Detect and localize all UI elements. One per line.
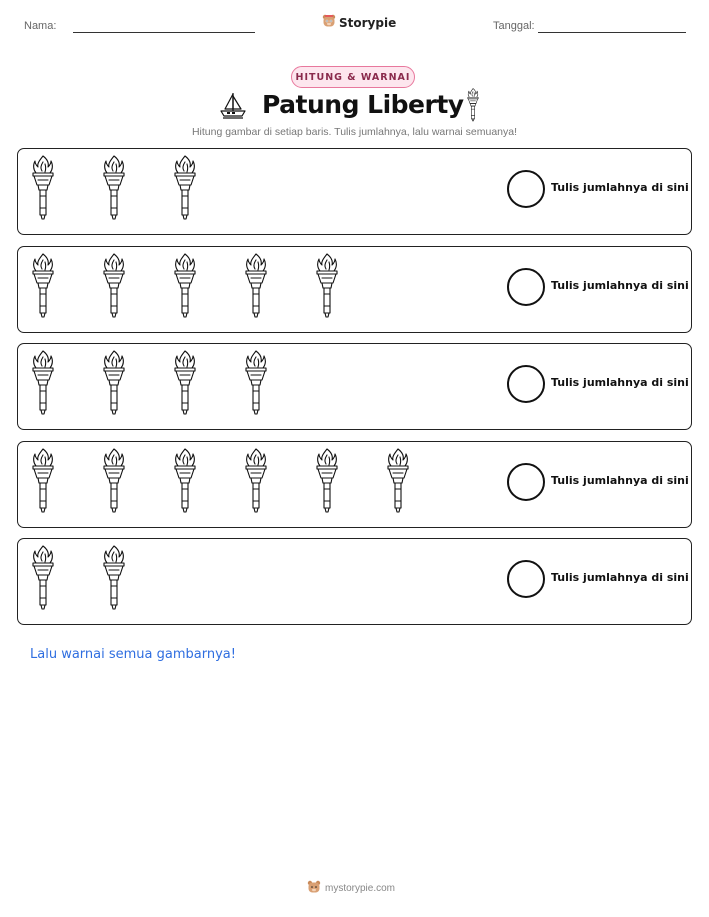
count-row: [17, 538, 692, 625]
answer-circle[interactable]: [507, 463, 545, 501]
answer-label: Tulis jumlahnya di sini: [551, 376, 689, 389]
instructions: Hitung gambar di setiap baris. Tulis jumlahnya, lalu warnai semuanya!: [191, 126, 518, 138]
torch-icon: [172, 350, 198, 416]
category-badge: HITUNG & WARNAI: [291, 66, 415, 88]
storypie-bear-logo-icon: [322, 13, 336, 32]
torch-icon: [466, 88, 480, 126]
count-row: [17, 441, 692, 528]
sailboat-icon: [219, 91, 247, 123]
brand-name: Storypie: [339, 15, 397, 30]
torch-icon: [172, 253, 198, 319]
torch-icon: [172, 155, 198, 221]
torch-icon: [243, 350, 269, 416]
storypie-bear-logo-icon: [307, 880, 321, 897]
torch-icon: [30, 350, 56, 416]
date-line[interactable]: [538, 32, 686, 33]
count-row: [17, 343, 692, 430]
torch-icon: [30, 155, 56, 221]
answer-label: Tulis jumlahnya di sini: [551, 571, 689, 584]
torch-icon: [314, 448, 340, 514]
count-row: [17, 246, 692, 333]
torch-icon: [172, 448, 198, 514]
date-label: Tanggal:: [493, 20, 535, 32]
torch-icon: [314, 253, 340, 319]
answer-circle[interactable]: [507, 170, 545, 208]
answer-label: Tulis jumlahnya di sini: [551, 278, 689, 292]
page-title: Patung Liberty: [262, 90, 464, 119]
answer-circle[interactable]: [507, 365, 545, 403]
torch-icon: [101, 155, 127, 221]
torch-icon: [385, 448, 411, 514]
torch-icon: [243, 448, 269, 514]
torch-icon: [30, 253, 56, 319]
torch-icon: [101, 545, 127, 611]
title-row: [0, 88, 709, 128]
answer-label: Tulis jumlahnya di sini: [551, 181, 689, 194]
name-line[interactable]: [73, 32, 255, 33]
torch-icon: [243, 253, 269, 319]
torch-icon: [30, 448, 56, 514]
answer-label: Tulis jumlahnya di sini: [551, 473, 689, 487]
answer-circle[interactable]: [507, 268, 545, 306]
site-url: mystorypie.com: [325, 883, 396, 894]
torch-icon: [101, 448, 127, 514]
footer-note: Lalu warnai semua gambarnya!: [30, 647, 236, 662]
torch-icon: [101, 253, 127, 319]
site-footer: [307, 880, 395, 897]
answer-circle[interactable]: [507, 560, 545, 598]
brand-logo: [322, 13, 396, 32]
torch-icon: [101, 350, 127, 416]
name-label: Nama:: [24, 20, 57, 32]
count-row: [17, 148, 692, 235]
torch-icon: [30, 545, 56, 611]
